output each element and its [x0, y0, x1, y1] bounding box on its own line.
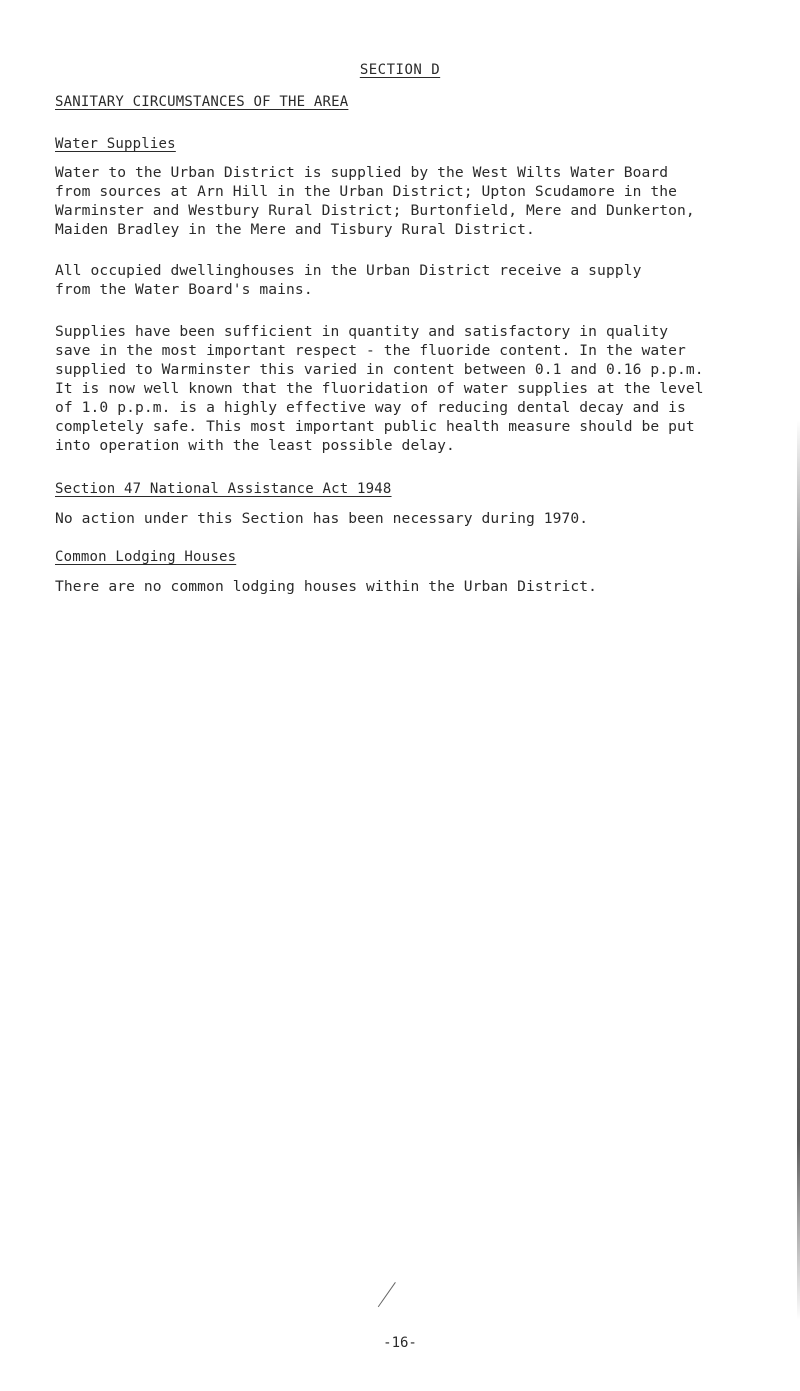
- common-lodging-heading: Common Lodging Houses: [55, 549, 237, 565]
- section-title: SECTION D: [359, 62, 441, 78]
- text-line: Warminster and Westbury Rural District; Burtonfield, Mere and Dunkerton,: [55, 202, 695, 219]
- text-line: Maiden Bradley in the Mere and Tisbury Rural District.: [55, 221, 535, 238]
- water-supplies-paragraph-2: [55, 261, 755, 299]
- water-supplies-paragraph-1: [55, 163, 755, 239]
- text-line: completely safe. This most important public health measure should be put: [55, 418, 695, 435]
- common-lodging-paragraph: [55, 577, 755, 596]
- text-line: All occupied dwellinghouses in the Urban District receive a supply: [55, 262, 642, 279]
- text-line: There are no common lodging houses within the Urban District.: [55, 578, 598, 595]
- national-assistance-paragraph: [55, 509, 755, 528]
- water-supplies-heading: Water Supplies: [55, 136, 176, 152]
- text-line: into operation with the least possible delay.: [55, 437, 455, 454]
- water-supplies-paragraph-3: [55, 322, 755, 455]
- page-number: -16-: [383, 1335, 417, 1351]
- national-assistance-heading: Section 47 National Assistance Act 1948: [55, 481, 392, 497]
- text-line: of 1.0 p.p.m. is a highly effective way of reducing dental decay and is: [55, 399, 686, 416]
- text-line: save in the most important respect - the fluoride content. In the water: [55, 342, 686, 359]
- text-line: from sources at Arn Hill in the Urban District; Upton Scudamore in the: [55, 183, 678, 200]
- main-heading: SANITARY CIRCUMSTANCES OF THE AREA: [55, 94, 349, 110]
- text-line: supplied to Warminster this varied in content between 0.1 and 0.16 p.p.m.: [55, 361, 704, 378]
- stray-pen-mark: [378, 1282, 396, 1307]
- text-line: Supplies have been sufficient in quantity and satisfactory in quality: [55, 323, 669, 340]
- text-line: Water to the Urban District is supplied by the West Wilts Water Board: [55, 164, 669, 181]
- text-line: It is now well known that the fluoridation of water supplies at the level: [55, 380, 704, 397]
- text-line: from the Water Board's mains.: [55, 281, 313, 298]
- text-line: No action under this Section has been necessary during 1970.: [55, 510, 589, 527]
